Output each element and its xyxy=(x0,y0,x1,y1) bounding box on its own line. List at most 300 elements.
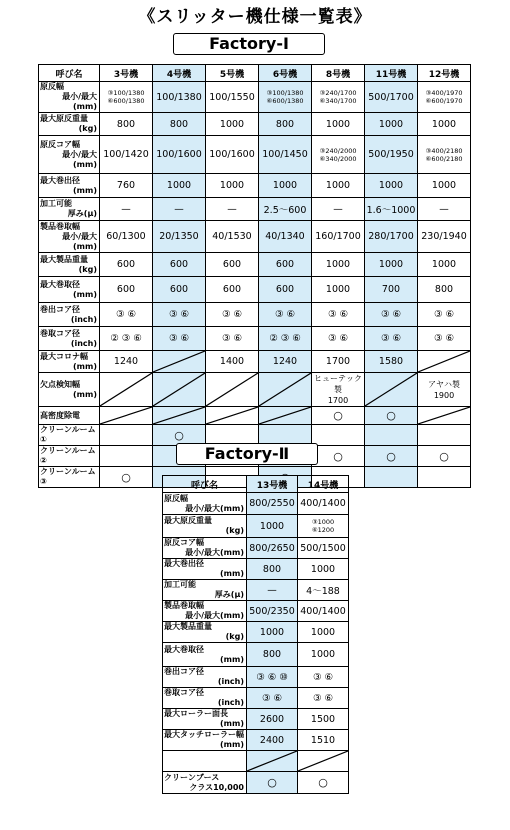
value-text: ③ ⑥ xyxy=(274,309,296,320)
value-cell xyxy=(418,425,471,446)
header-machine-cell: 6号機 xyxy=(259,65,312,82)
value-cell xyxy=(418,467,471,488)
value-text: ③400/1970 ⑥600/1970 xyxy=(425,89,463,105)
table-row xyxy=(39,198,471,221)
value-text: 800/2550 xyxy=(249,498,295,509)
value-text: 400/1400 xyxy=(300,498,346,509)
factory2-spec-table xyxy=(162,475,349,794)
value-cell xyxy=(365,113,418,136)
value-cell xyxy=(418,351,471,373)
value-text: — xyxy=(121,203,131,215)
table-row xyxy=(163,493,349,515)
value-cell xyxy=(312,351,365,373)
value-text: 1000 xyxy=(310,626,336,638)
header-machine-cell: 12号機 xyxy=(418,65,471,82)
row-label-unit: (kg) xyxy=(225,632,244,641)
value-cell xyxy=(312,425,365,446)
value-cell xyxy=(298,622,349,643)
value-cell xyxy=(418,198,471,221)
row-label-unit: 最小/最大(mm) xyxy=(185,548,244,557)
value-text: ③ ⑥ xyxy=(327,333,349,344)
value-text: ③240/2000 ⑥340/2000 xyxy=(319,146,357,163)
value-text: ③ ⑥ xyxy=(380,309,402,320)
value-text: ○ xyxy=(121,470,131,484)
value-cell xyxy=(100,303,153,327)
row-label-main: 最大巻取径 xyxy=(164,644,204,654)
row-label-main: 最大原反重量 xyxy=(40,114,88,123)
value-text: 1400 xyxy=(219,356,245,367)
value-cell xyxy=(206,136,259,174)
value-text: 100/1600 xyxy=(156,149,202,160)
value-cell xyxy=(418,221,471,253)
value-cell xyxy=(312,253,365,277)
value-text: ○ xyxy=(174,428,184,442)
value-cell xyxy=(206,253,259,277)
value-cell xyxy=(365,277,418,303)
value-text: 800 xyxy=(116,118,136,130)
value-cell xyxy=(312,82,365,113)
not-applicable-slash xyxy=(259,373,311,406)
row-label-unit: (inch) xyxy=(70,314,97,324)
header-row xyxy=(39,65,471,82)
value-cell xyxy=(100,136,153,174)
row-label xyxy=(39,82,100,113)
value-cell xyxy=(100,113,153,136)
row-label-main: 最大巻出径 xyxy=(40,175,80,185)
value-cell xyxy=(153,82,206,113)
row-label-main: 最大製品重量 xyxy=(40,255,88,264)
table-row xyxy=(163,538,349,559)
row-label-unit: (kg) xyxy=(78,124,97,133)
row-label-unit: (mm) xyxy=(220,569,244,578)
row-label xyxy=(163,580,247,601)
value-text: 600 xyxy=(275,284,295,295)
row-label-main: 最大ローラー面長 xyxy=(164,709,228,718)
value-cell xyxy=(206,221,259,253)
value-text: 1700 xyxy=(325,356,351,367)
table-row xyxy=(39,113,471,136)
row-label-main: 製品巻取幅 xyxy=(164,601,204,610)
header-machine-cell: 5号機 xyxy=(206,65,259,82)
value-cell xyxy=(100,373,153,407)
row-label xyxy=(39,327,100,351)
table-row xyxy=(163,601,349,622)
value-cell xyxy=(312,136,365,174)
row-label-main: クリーンルーム③ xyxy=(40,467,96,486)
value-cell xyxy=(259,198,312,221)
value-cell xyxy=(259,303,312,327)
value-cell xyxy=(100,425,153,446)
value-cell xyxy=(247,709,298,730)
table-row xyxy=(39,407,471,425)
value-text: ③ ⑥ xyxy=(115,309,137,320)
value-text: 800 xyxy=(275,118,295,130)
value-text: — xyxy=(174,203,184,215)
value-text: ヒューテック製 1700 xyxy=(314,374,362,405)
value-text: ③ ⑥ xyxy=(221,333,243,344)
value-cell xyxy=(100,446,153,467)
value-text: 1.6～1000 xyxy=(366,205,416,216)
not-applicable-slash xyxy=(298,751,348,771)
value-cell xyxy=(298,709,349,730)
value-text: 500/1500 xyxy=(300,542,346,554)
row-label-unit: 最小/最大(mm) xyxy=(62,232,97,251)
row-label-main: 巻取コア径 xyxy=(164,688,204,697)
row-label xyxy=(163,643,247,667)
row-label xyxy=(39,198,100,221)
row-label-unit: (mm) xyxy=(73,389,97,399)
value-text: ③240/1700 ⑥340/1700 xyxy=(319,89,357,105)
header-name-cell: 呼び名 xyxy=(39,65,100,82)
value-cell xyxy=(206,327,259,351)
table-row xyxy=(163,580,349,601)
value-cell xyxy=(298,601,349,622)
value-text: ③ ⑥ xyxy=(380,333,402,344)
value-cell xyxy=(247,515,298,538)
value-cell xyxy=(206,82,259,113)
row-label-main: クリーンルーム② xyxy=(40,446,96,465)
row-label xyxy=(39,113,100,136)
value-cell xyxy=(247,559,298,580)
row-label-main: 巻出コア径 xyxy=(40,304,80,314)
row-label xyxy=(39,351,100,373)
value-cell xyxy=(259,407,312,425)
value-text: 1000 xyxy=(378,180,404,191)
row-label-unit: (mm) xyxy=(220,719,244,728)
value-cell xyxy=(312,373,365,407)
value-cell xyxy=(100,467,153,488)
value-cell xyxy=(298,688,349,709)
value-text: 2600 xyxy=(259,713,285,725)
not-applicable-slash xyxy=(100,407,152,424)
value-cell xyxy=(312,198,365,221)
value-cell xyxy=(365,327,418,351)
value-text: 100/1380 xyxy=(156,91,202,103)
value-text: ○ xyxy=(267,776,277,789)
value-cell xyxy=(259,253,312,277)
value-text: 2400 xyxy=(259,734,285,746)
table-row xyxy=(163,709,349,730)
value-cell xyxy=(100,221,153,253)
row-label xyxy=(39,221,100,253)
value-text: 600 xyxy=(222,259,242,270)
page-title: 《スリッター機仕様一覧表》 xyxy=(138,7,372,27)
value-cell xyxy=(206,174,259,198)
value-cell xyxy=(100,407,153,425)
value-cell xyxy=(418,82,471,113)
row-label-unit: (kg) xyxy=(225,526,244,535)
value-text: 100/1550 xyxy=(209,91,255,103)
value-text: 1000 xyxy=(431,259,457,270)
table-row xyxy=(163,688,349,709)
value-cell xyxy=(298,643,349,667)
value-cell xyxy=(247,601,298,622)
row-label xyxy=(39,174,100,198)
value-text: 600 xyxy=(116,284,136,295)
value-cell xyxy=(365,373,418,407)
value-text: 600 xyxy=(275,259,295,270)
value-cell xyxy=(418,136,471,174)
value-cell xyxy=(247,538,298,559)
value-text: ○ xyxy=(318,776,328,789)
value-cell xyxy=(298,751,349,772)
value-cell xyxy=(153,407,206,425)
value-text: ○ xyxy=(439,449,449,463)
row-label-unit: (inch) xyxy=(70,338,97,348)
value-text: 1500 xyxy=(310,713,336,725)
value-cell xyxy=(365,253,418,277)
value-cell xyxy=(206,198,259,221)
value-cell xyxy=(365,198,418,221)
value-cell xyxy=(153,327,206,351)
table-row xyxy=(39,136,471,174)
value-cell xyxy=(206,407,259,425)
factory1-label: Factory-Ⅰ xyxy=(173,33,325,55)
table-row xyxy=(39,277,471,303)
value-cell xyxy=(100,351,153,373)
row-label-unit: 厚み(μ) xyxy=(214,590,244,599)
row-label-main: 原反幅 xyxy=(164,493,188,503)
table-row xyxy=(163,622,349,643)
row-label xyxy=(163,559,247,580)
value-text: 1000 xyxy=(259,626,285,638)
value-cell xyxy=(365,407,418,425)
row-label-unit: (mm) xyxy=(220,740,244,749)
value-cell xyxy=(247,751,298,772)
value-text: — xyxy=(439,203,449,215)
row-label-unit: (mm) xyxy=(220,654,244,664)
value-cell xyxy=(298,515,349,538)
value-text: 1000 xyxy=(378,259,404,270)
row-label-unit: (inch) xyxy=(217,698,244,707)
value-cell xyxy=(100,277,153,303)
not-applicable-slash xyxy=(365,373,417,406)
value-text: 1000 xyxy=(219,180,245,191)
table-row xyxy=(39,253,471,277)
not-applicable-slash xyxy=(418,407,470,424)
not-applicable-slash xyxy=(247,751,297,771)
value-text: アヤハ製 1900 xyxy=(428,379,460,400)
value-cell xyxy=(259,221,312,253)
value-text: ③ ⑥ xyxy=(261,692,283,704)
row-label xyxy=(163,515,247,538)
value-cell xyxy=(418,277,471,303)
value-cell xyxy=(365,174,418,198)
row-label xyxy=(163,730,247,751)
row-label-unit: 最小/最大(mm) xyxy=(62,149,97,169)
not-applicable-slash xyxy=(206,373,258,406)
value-cell xyxy=(153,221,206,253)
row-label-unit: (mm) xyxy=(73,185,97,195)
value-cell xyxy=(365,303,418,327)
header-name-cell: 呼び名 xyxy=(163,476,247,493)
value-cell xyxy=(365,221,418,253)
value-text: 1000 xyxy=(378,118,404,130)
value-text: ③400/2180 ⑥600/2180 xyxy=(425,146,463,163)
value-cell xyxy=(418,253,471,277)
value-text: 1580 xyxy=(378,356,404,367)
row-label-main: 原反幅 xyxy=(40,82,64,91)
value-text: 100/1450 xyxy=(262,149,308,160)
not-applicable-slash xyxy=(100,373,152,406)
value-cell xyxy=(365,351,418,373)
header-machine-cell: 14号機 xyxy=(298,476,349,493)
value-text: 20/1350 xyxy=(159,231,199,242)
header-machine-cell: 11号機 xyxy=(365,65,418,82)
value-text: 1000 xyxy=(310,649,336,660)
value-text: 100/1420 xyxy=(103,149,149,160)
not-applicable-slash xyxy=(259,407,311,424)
value-cell xyxy=(312,277,365,303)
value-text: ○ xyxy=(333,409,343,422)
row-label-unit: 最小/最大(mm) xyxy=(62,92,97,111)
row-label-main: 最大製品重量 xyxy=(164,622,212,631)
value-text: ③ ⑥ xyxy=(312,671,334,683)
value-text: ② ③ ⑥ xyxy=(269,333,301,344)
row-label xyxy=(39,277,100,303)
value-text: — xyxy=(227,203,237,215)
value-cell xyxy=(312,303,365,327)
table-row xyxy=(163,751,349,772)
value-cell xyxy=(259,113,312,136)
value-cell xyxy=(247,493,298,515)
value-cell xyxy=(247,667,298,688)
value-text: 1000 xyxy=(325,180,351,191)
value-text: 800 xyxy=(262,563,282,575)
row-label xyxy=(39,136,100,174)
row-label-main: 最大コロナ幅 xyxy=(40,351,88,361)
value-cell xyxy=(206,113,259,136)
value-text: 500/1700 xyxy=(368,91,414,103)
value-text: 800 xyxy=(169,118,189,130)
value-text: ③ ⑥ xyxy=(433,333,455,344)
value-cell xyxy=(365,467,418,488)
value-cell xyxy=(259,174,312,198)
row-label-unit: (mm) xyxy=(73,289,97,299)
value-text: 500/1950 xyxy=(368,149,414,160)
row-label xyxy=(39,303,100,327)
value-text: 160/1700 xyxy=(315,231,361,242)
value-cell xyxy=(259,373,312,407)
value-text: ③ ⑥ xyxy=(221,309,243,320)
value-text: ③ ⑥ xyxy=(433,309,455,320)
value-text: 500/2350 xyxy=(249,605,295,617)
row-label-unit: クラス10,000 xyxy=(189,782,244,792)
row-label xyxy=(39,373,100,407)
value-text: ○ xyxy=(386,449,396,463)
table-row xyxy=(39,82,471,113)
table-row xyxy=(163,515,349,538)
value-cell xyxy=(153,373,206,407)
value-text: ③100/1380 ⑥600/1380 xyxy=(266,89,304,105)
value-text: 1000 xyxy=(166,180,192,191)
value-text: — xyxy=(267,584,277,596)
row-label-main: 欠点検知幅 xyxy=(40,379,80,389)
row-label-main: 加工可能 xyxy=(164,580,196,589)
row-label-unit: (kg) xyxy=(78,265,97,274)
value-cell xyxy=(153,198,206,221)
value-text: 600 xyxy=(169,259,189,270)
value-cell xyxy=(100,174,153,198)
value-cell xyxy=(298,580,349,601)
value-text: 1000 xyxy=(259,520,285,532)
row-label xyxy=(39,407,100,425)
value-text: ③ ⑥ ⑩ xyxy=(256,671,288,683)
table-row xyxy=(163,559,349,580)
value-cell xyxy=(312,407,365,425)
value-text: 800 xyxy=(434,284,454,295)
row-label xyxy=(39,446,100,467)
not-applicable-slash xyxy=(206,407,258,424)
value-text: 600 xyxy=(116,259,136,270)
value-text: 2.5～600 xyxy=(263,205,307,216)
value-text: ③ ⑥ xyxy=(168,309,190,320)
table-row xyxy=(39,303,471,327)
header-row xyxy=(163,476,349,493)
factory2-label: Factory-Ⅱ xyxy=(176,443,318,465)
value-cell xyxy=(247,580,298,601)
value-text: 1240 xyxy=(272,356,298,367)
value-text: ③100/1380 ⑥600/1380 xyxy=(107,89,145,105)
row-label xyxy=(39,425,100,446)
table-row xyxy=(39,221,471,253)
row-label-main: クリーンルーム① xyxy=(40,425,96,444)
row-label xyxy=(163,688,247,709)
row-label-main: クリーンブース xyxy=(164,772,220,782)
value-cell xyxy=(153,136,206,174)
value-cell xyxy=(365,446,418,467)
value-cell xyxy=(153,277,206,303)
value-text: 1000 xyxy=(431,118,457,130)
value-text: 40/1340 xyxy=(265,231,305,242)
value-text: 700 xyxy=(381,284,401,295)
value-cell xyxy=(247,730,298,751)
value-text: — xyxy=(333,203,343,215)
table-row xyxy=(163,643,349,667)
row-label xyxy=(163,751,247,772)
row-label-main: 製品巻取幅 xyxy=(40,222,80,231)
row-label xyxy=(39,253,100,277)
factory1-spec-table xyxy=(38,64,471,488)
value-cell xyxy=(100,253,153,277)
value-cell xyxy=(247,688,298,709)
value-cell xyxy=(298,538,349,559)
value-cell xyxy=(153,351,206,373)
value-text: 1000 xyxy=(325,259,351,270)
value-cell xyxy=(418,446,471,467)
value-cell xyxy=(418,407,471,425)
row-label-main: 巻出コア径 xyxy=(164,667,204,676)
row-label-main: 巻取コア径 xyxy=(40,328,80,338)
value-cell xyxy=(247,622,298,643)
value-text: 280/1700 xyxy=(368,231,414,242)
value-text: 400/1400 xyxy=(300,605,346,617)
value-cell xyxy=(259,327,312,351)
header-machine-cell: 3号機 xyxy=(100,65,153,82)
value-cell xyxy=(259,351,312,373)
table-row xyxy=(39,327,471,351)
value-cell xyxy=(206,373,259,407)
value-cell xyxy=(153,253,206,277)
value-text: 1240 xyxy=(113,356,139,367)
value-cell xyxy=(100,198,153,221)
value-cell xyxy=(365,425,418,446)
row-label xyxy=(163,538,247,559)
value-cell xyxy=(206,351,259,373)
value-text: 1000 xyxy=(325,118,351,130)
row-label-main: 最大原反重量 xyxy=(164,516,212,525)
value-cell xyxy=(153,113,206,136)
